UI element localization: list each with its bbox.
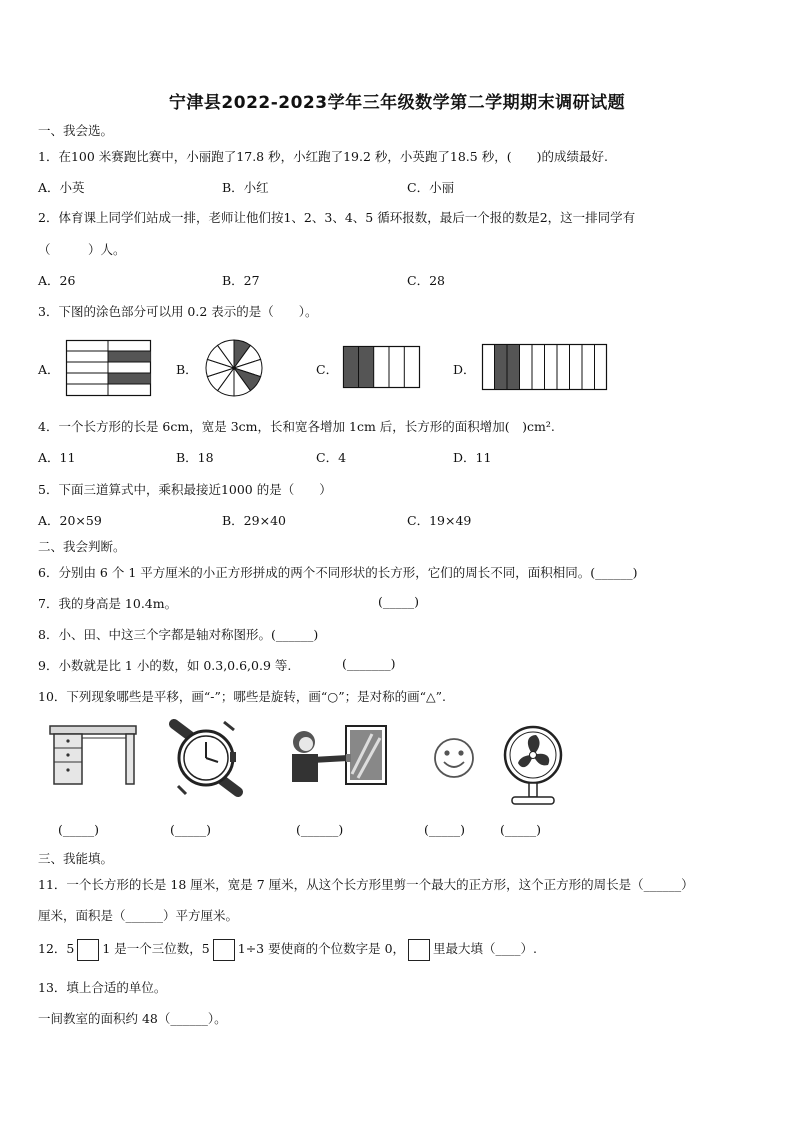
question-10: 10．下列现象哪些是平移，画“-”；哪些是旋转，画“○”；是对称的画“△”. xyxy=(38,689,446,704)
q7-answer-blank[interactable]: (_____) xyxy=(378,594,420,609)
page-title: 宁津县2022-2023学年三年级数学第二学期期末调研试题 xyxy=(168,93,626,113)
q2-option-c: C．28 xyxy=(407,273,445,288)
q9-answer-blank[interactable]: (_______) xyxy=(342,656,396,671)
q4-option-d: D．11 xyxy=(453,450,492,465)
question-13-sub: 一间教室的面积约 48（______）。 xyxy=(38,1011,227,1026)
q12-digit-box-3[interactable] xyxy=(408,939,430,961)
q12-part-4: 里最大填（____）. xyxy=(433,941,538,956)
q12-part-1: 12．5 xyxy=(38,941,75,956)
q1-option-c: C．小丽 xyxy=(407,180,455,195)
question-6: 6．分别由 6 个 1 平方厘米的小正方形拼成的两个不同形状的长方形，它们的周长不同，面积相同。(______) xyxy=(38,565,638,580)
smiley-face-image xyxy=(432,736,476,780)
q10-blank-smiley[interactable]: (_____) xyxy=(424,822,466,837)
q12-digit-box-1[interactable] xyxy=(77,939,99,961)
q3-figure-c-columns xyxy=(343,346,421,388)
q3-option-b: B． xyxy=(176,362,198,377)
question-9: 9．小数就是比 1 小的数，如 0.3,0.6,0.9 等. xyxy=(38,658,292,673)
q3-figure-d-columns xyxy=(482,344,608,390)
q12-digit-box-2[interactable] xyxy=(213,939,235,961)
question-11-line-1: 11．一个长方形的长是 18 厘米，宽是 7 厘米，从这个长方形里剪一个最大的正方形，这个正方形的周长是（______） xyxy=(38,877,694,892)
question-3: 3．下图的涂色部分可以用 0.2 表示的是（ ）。 xyxy=(38,304,318,319)
q3-figure-a-grid xyxy=(66,340,152,396)
q3-option-c: C． xyxy=(316,362,339,377)
question-7: 7．我的身高是 10.4m。 xyxy=(38,596,178,611)
q1-option-a: A．小英 xyxy=(38,180,85,195)
q5-option-a: A．20×59 xyxy=(38,513,102,528)
question-2-line-1: 2．体育课上同学们站成一排，老师让他们按1、2、3、4、5 循环报数，最后一个报的数是2，这一排同学有 xyxy=(38,210,636,225)
q3-option-a: A． xyxy=(38,362,60,377)
question-11-line-2: 厘米，面积是（______）平方厘米。 xyxy=(38,908,239,923)
pushing-window-image xyxy=(282,724,388,788)
q2-option-a: A．26 xyxy=(38,273,76,288)
electric-fan-image xyxy=(500,725,566,807)
q3-figure-b-circle xyxy=(204,338,264,398)
question-2-line-2: （ ）人。 xyxy=(38,242,126,257)
q4-option-a: A．11 xyxy=(38,450,76,465)
q10-blank-window[interactable]: (______) xyxy=(296,822,344,837)
question-1: 1．在100 米赛跑比赛中，小丽跑了17.8 秒，小红跑了19.2 秒，小英跑了18.5 秒，( )的成绩最好. xyxy=(38,149,608,164)
q1-option-b: B．小红 xyxy=(222,180,269,195)
question-5: 5．下面三道算式中，乘积最接近1000 的是（ ） xyxy=(38,482,332,497)
q10-blank-fan[interactable]: (_____) xyxy=(500,822,542,837)
q4-option-c: C．4 xyxy=(316,450,347,465)
q12-part-3: 1÷3 要使商的个位数字是 0， xyxy=(237,941,406,956)
q2-option-b: B．27 xyxy=(222,273,260,288)
section-heading-3: 三、我能填。 xyxy=(38,851,114,866)
question-4: 4．一个长方形的长是 6cm，宽是 3cm，长和宽各增加 1cm 后，长方形的面积增加( )cm². xyxy=(38,419,555,434)
q5-option-c: C．19×49 xyxy=(407,513,472,528)
q5-option-b: B．29×40 xyxy=(222,513,286,528)
question-8: 8．小、田、中这三个字都是轴对称图形。(______) xyxy=(38,627,319,642)
question-13: 13．填上合适的单位。 xyxy=(38,980,167,995)
q12-part-2: 1 是一个三位数，5 xyxy=(102,941,210,956)
question-12 xyxy=(38,936,537,962)
q3-option-d: D． xyxy=(453,362,476,377)
q10-blank-desk[interactable]: (_____) xyxy=(58,822,100,837)
wristwatch-image xyxy=(164,718,248,798)
section-heading-2: 二、我会判断。 xyxy=(38,539,126,554)
section-heading-1: 一、我会选。 xyxy=(38,123,114,138)
desk-image xyxy=(48,722,138,788)
q10-blank-watch[interactable]: (_____) xyxy=(170,822,212,837)
q4-option-b: B．18 xyxy=(176,450,214,465)
